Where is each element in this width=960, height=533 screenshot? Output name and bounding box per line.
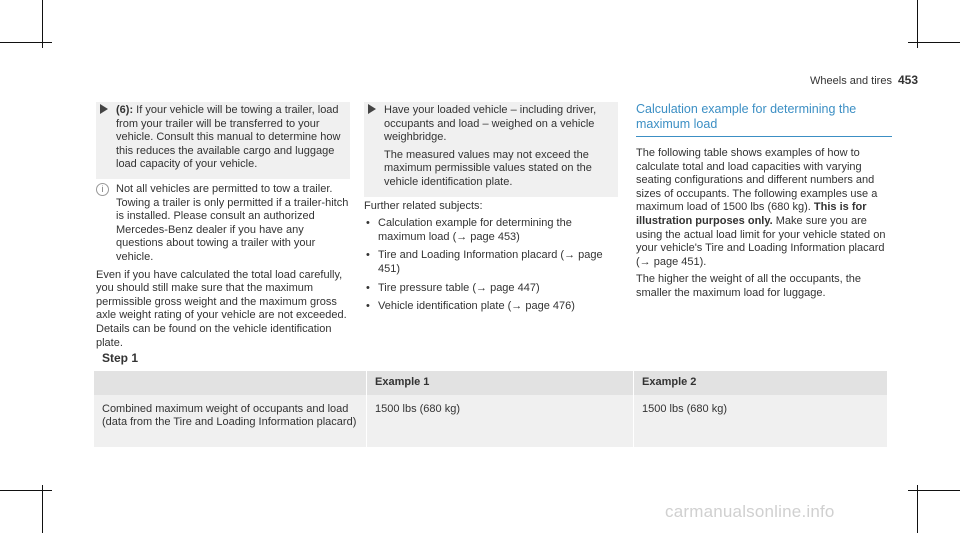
crop-mark [917,485,918,533]
body-paragraph-2: The higher the weight of all the occupants, the smaller the maximum load for luggage. [636,273,862,299]
step-arrow-icon [100,104,108,114]
info-note [96,183,350,265]
link-tire-placard[interactable]: • Tire and Loading Information placard (→ page 451) [364,249,618,276]
further-subjects-label: Further related subjects: [364,199,483,212]
section-heading: Calculation example for determining the maximum load [636,102,892,137]
link-tire-pressure[interactable]: • Tire pressure table (→ page 447) [364,282,618,296]
step-text: If your vehicle will be towing a trailer, load from your trailer will be transferred to your vehicle. Consult this manual to determine how this reduces the available cargo and luggage load capacity of your vehicle. [116,104,341,171]
table-cell: Combined maximum weight of occupants and load (data from the Tire and Loading Information placard) [94,395,367,447]
column-3 [636,102,892,305]
table-header-example-1: Example 1 [367,371,634,395]
column-2 [364,102,618,319]
table-header-example-2: Example 2 [634,371,888,395]
related-links [364,217,618,314]
table-cell: 1500 lbs (680 kg) [634,395,888,447]
step-label: Step 1 [102,351,139,365]
crop-mark [0,42,52,43]
watermark: carmanualsonline.info [665,502,835,521]
step-text-2: The measured values may not exceed the maximum permissible values stated on the vehicle identification plate. [384,148,592,188]
step-text: Have your loaded vehicle – including driver, occupants and load – weighed on a vehicle weighbridge. [384,104,597,144]
crop-mark [917,0,918,48]
note-text: Not all vehicles are permitted to tow a trailer. Towing a trailer is only permitted if a trailer-hitch is installed. Please consult an authorized Mercedes-Benz dealer if you have any questions about towing a trailer with your vehicle. [116,182,349,263]
step-arrow-icon [368,104,376,114]
step-marker: (6): [116,104,134,116]
page-header [810,74,918,89]
instruction-step [364,102,618,197]
crop-mark [42,0,43,48]
table-header-empty [94,371,367,395]
info-icon: i [96,183,109,196]
link-calc-example[interactable]: • Calculation example for determining the maximum load (→ page 453) [364,217,618,244]
body-paragraph: Even if you have calculated the total load carefully, you should still make sure that the maximum permissible gross weight and the maximum gross axle weight rating of your vehicle are not exceeded. Details can be found on the vehicle identification plate. [96,268,347,349]
crop-mark [42,485,43,533]
instruction-step [96,102,350,179]
crop-mark [908,42,960,43]
table-row [94,395,888,447]
crop-mark [0,490,52,491]
load-table [94,371,888,447]
crop-mark [908,490,960,491]
table-cell: 1500 lbs (680 kg) [367,395,634,447]
link-vehicle-plate[interactable]: • Vehicle identification plate (→ page 476) [364,300,618,314]
column-1 [96,102,350,354]
page-number: 453 [897,73,918,87]
body-paragraph: The following table shows examples of how to calculate total and load capacities with varying seating configurations and different numbers and sizes of occupants. The following examples use a maximum load of 1500 lbs (680 kg). This is for illustration purposes only. Make sure you are using the actual load limit for your vehicle stated on your vehicle's Tire and Loading Information placard (→ page 451). [636,147,886,268]
section-title: Wheels and tires [810,75,892,87]
